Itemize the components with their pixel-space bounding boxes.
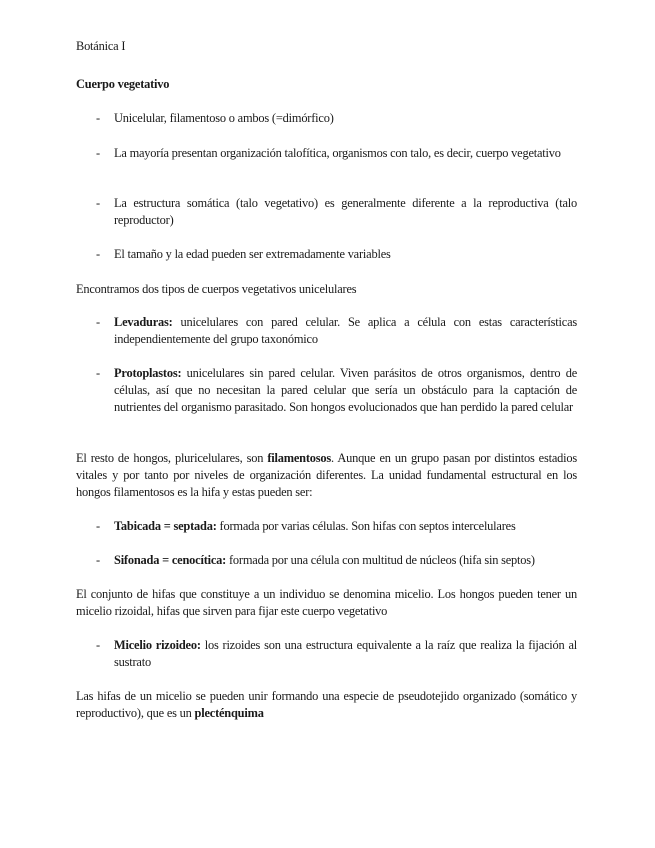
bullet-dash: - xyxy=(96,638,100,652)
list-item-text: La mayoría presentan organización talofítica, organismos con talo, es decir, cuerpo vegetativo xyxy=(114,146,561,160)
paragraph-text: Las hifas de un micelio se pueden unir formando una especie de pseudotejido organizado (somático y reproductivo), que es un xyxy=(76,689,577,720)
term-label: Sifonada = cenocítica: xyxy=(114,553,227,567)
document-header: Botánica I xyxy=(76,39,126,53)
term-description: unicelulares sin pared celular. Viven parásitos de otros organismos, dentro de células, así que no necesitan la pared celular que sería un obstáculo para la captación de nutrientes del organismo parasitado. Son hongos evolucionados que han perdido la pared celular xyxy=(114,366,577,414)
list-item-text: Unicelular, filamentoso o ambos (=dimórfico) xyxy=(114,111,334,125)
term-label: Levaduras: xyxy=(114,315,173,329)
list-item-text xyxy=(114,518,577,535)
bullet-dash: - xyxy=(96,247,100,261)
paragraph: Encontramos dos tipos de cuerpos vegetativos unicelulares xyxy=(76,282,357,296)
bold-term: filamentosos xyxy=(267,451,331,465)
paragraph xyxy=(76,688,577,722)
paragraph-text: El resto de hongos, pluricelulares, son xyxy=(76,451,268,465)
paragraph: El conjunto de hifas que constituye a un individuo se denomina micelio. Los hongos pueden tener un micelio rizoidal, hifas que sirven para fijar este cuerpo vegetativo xyxy=(76,587,577,618)
list-item-text: La estructura somática (talo vegetativo) es generalmente diferente a la reproductiva (talo reproductor) xyxy=(114,196,577,227)
term-label: Protoplastos: xyxy=(114,366,182,380)
list-item-text xyxy=(114,365,577,416)
bullet-dash: - xyxy=(96,196,100,210)
bullet-dash: - xyxy=(96,315,100,329)
term-label: Micelio rizoideo: xyxy=(114,638,201,652)
bold-term: plecténquima xyxy=(194,706,264,720)
bullet-dash: - xyxy=(96,146,100,160)
term-description: unicelulares con pared celular. Se aplica a célula con estas características independientemente del grupo taxonómico xyxy=(114,315,577,346)
list-item-text xyxy=(114,637,577,671)
paragraph-text: . Aunque en un grupo pasan por distintos estadios vitales y por tanto por niveles de organización diferentes. La unidad fundamental estructural en los hongos filamentosos es la hifa y estas pueden ser: xyxy=(76,451,577,499)
list-item-text xyxy=(114,552,577,569)
bullet-dash: - xyxy=(96,553,100,567)
term-description: formada por varias células. Son hifas con septos intercelulares xyxy=(216,519,516,533)
section-heading: Cuerpo vegetativo xyxy=(76,77,170,91)
bullet-dash: - xyxy=(96,366,100,380)
term-description: formada por una célula con multitud de núcleos (hifa sin septos) xyxy=(226,553,535,567)
bullet-dash: - xyxy=(96,111,100,125)
term-label: Tabicada = septada: xyxy=(114,519,217,533)
list-item-text xyxy=(114,314,577,348)
term-description: los rizoides son una estructura equivalente a la raíz que realiza la fijación al sustrato xyxy=(114,638,577,669)
bullet-dash: - xyxy=(96,519,100,533)
paragraph xyxy=(76,450,577,501)
list-item-text: El tamaño y la edad pueden ser extremadamente variables xyxy=(114,247,391,261)
